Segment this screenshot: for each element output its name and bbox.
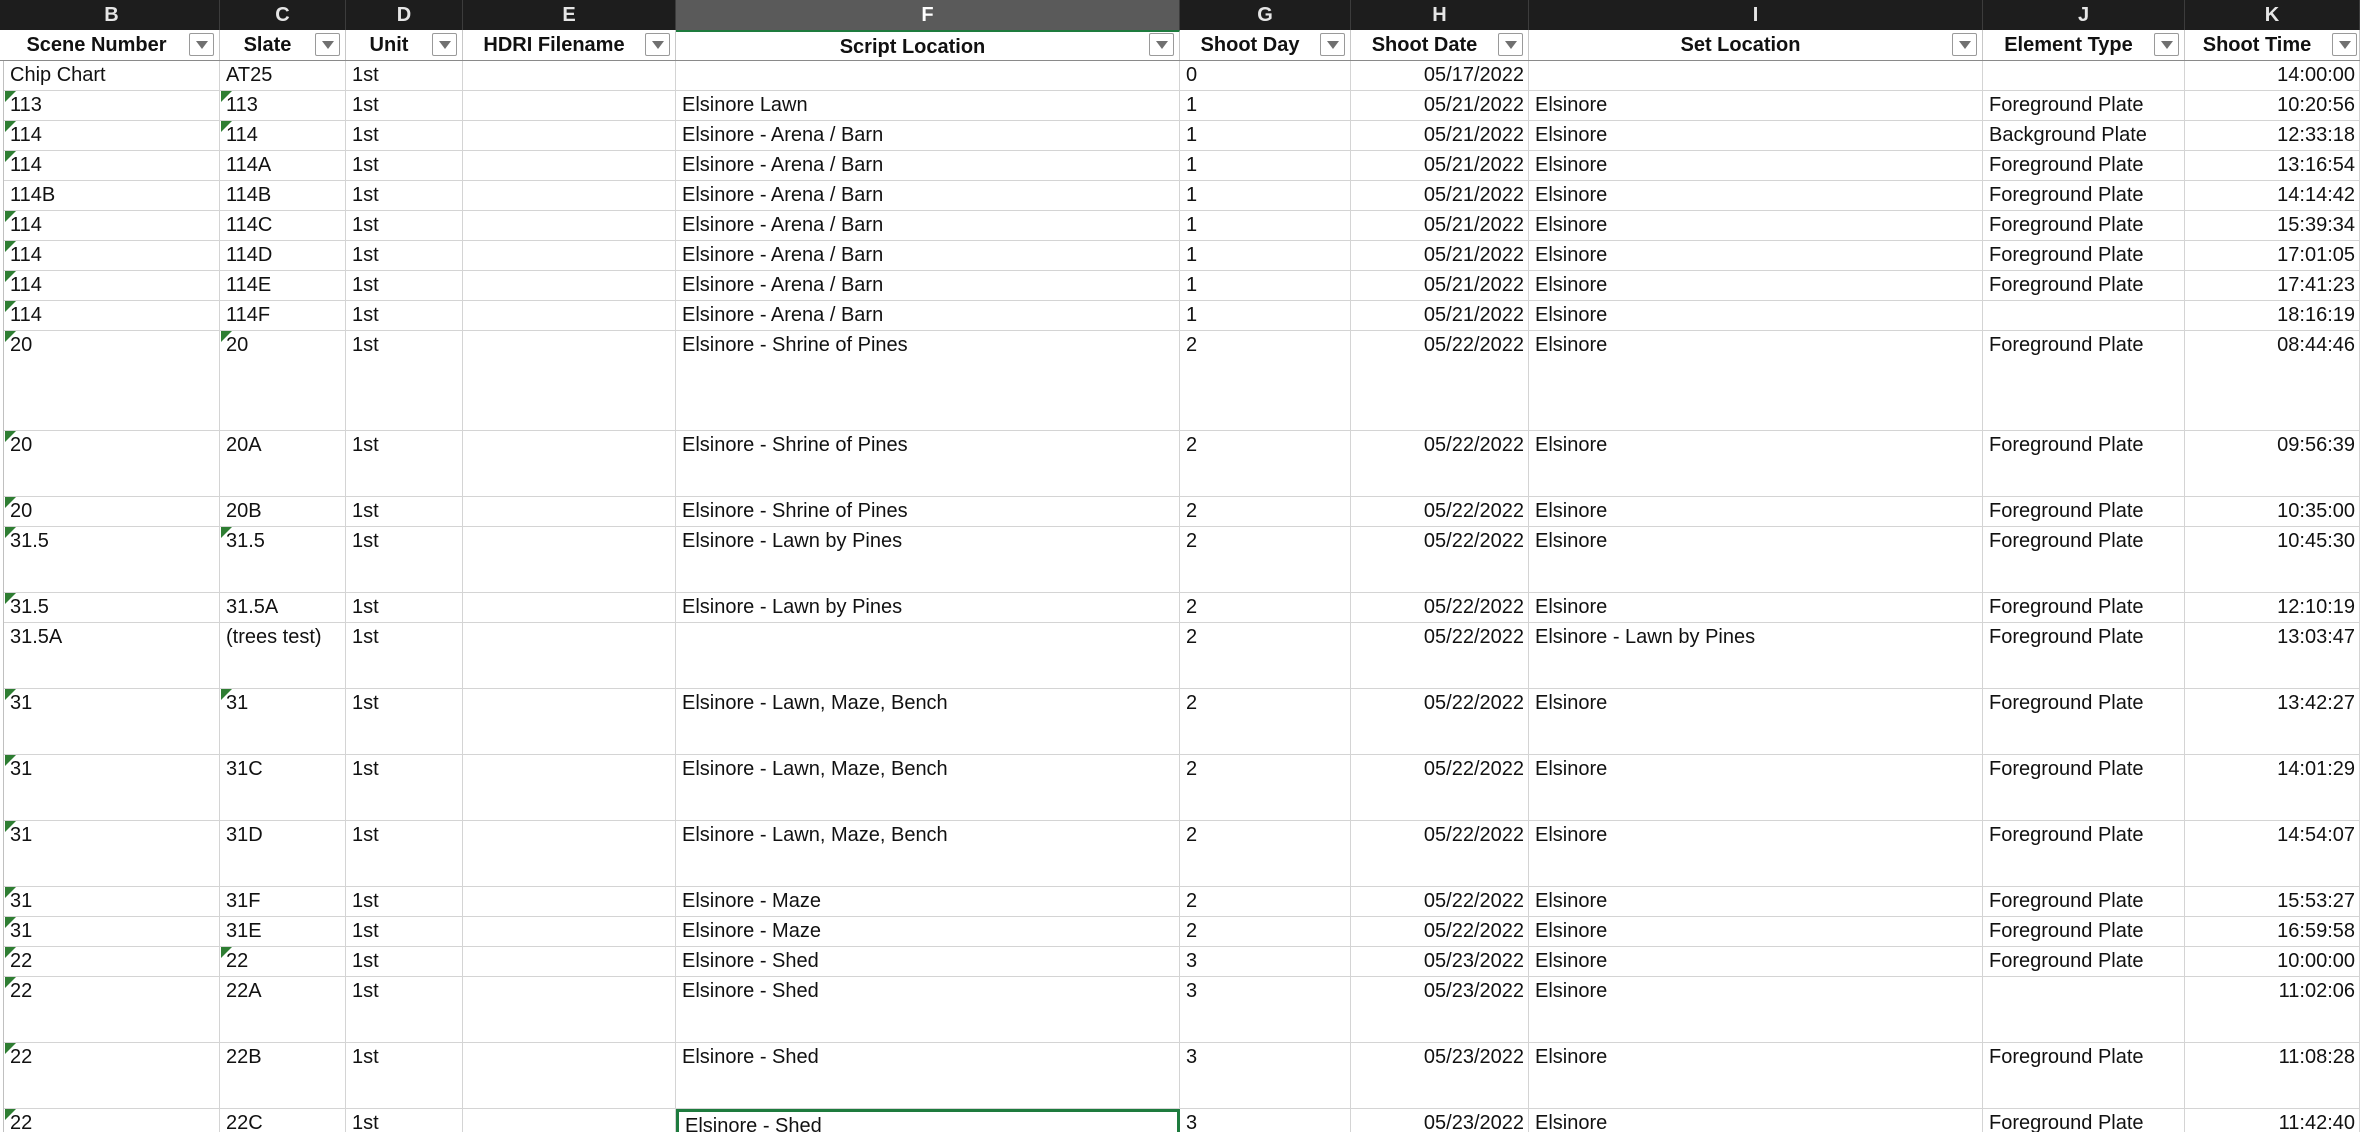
row-header-edge — [0, 61, 4, 1132]
table-row — [0, 121, 2360, 151]
cell-scene[interactable]: 22 — [4, 947, 220, 976]
cell-date[interactable]: 05/23/2022 — [1351, 1109, 1529, 1132]
cell-script[interactable]: Elsinore - Arena / Barn — [676, 301, 1180, 330]
cell-hdri[interactable] — [463, 1043, 676, 1108]
cell-unit[interactable]: 1st — [346, 917, 463, 946]
cell-hdri[interactable] — [463, 917, 676, 946]
cell-time[interactable]: 10:20:56 — [2185, 91, 2360, 120]
header-hdri-filename: HDRI Filename — [463, 30, 676, 60]
cell-day[interactable]: 2 — [1180, 821, 1351, 886]
filter-dropdown-icon[interactable] — [1952, 33, 1977, 56]
cell-scene[interactable]: 114B — [4, 181, 220, 210]
cell-set[interactable]: Elsinore — [1529, 917, 1983, 946]
cell-day[interactable]: 2 — [1180, 689, 1351, 754]
cell-date[interactable]: 05/21/2022 — [1351, 301, 1529, 330]
table-row — [0, 181, 2360, 211]
table-row — [0, 887, 2360, 917]
cell-date[interactable]: 05/17/2022 — [1351, 61, 1529, 90]
cell-time[interactable]: 10:35:00 — [2185, 497, 2360, 526]
cell-element[interactable]: Foreground Plate — [1983, 947, 2185, 976]
cell-day[interactable]: 2 — [1180, 527, 1351, 592]
cell-date[interactable]: 05/22/2022 — [1351, 331, 1529, 430]
cell-set[interactable] — [1529, 61, 1983, 90]
table-row — [0, 61, 2360, 91]
cell-element[interactable] — [1983, 301, 2185, 330]
table-row — [0, 151, 2360, 181]
header-unit: Unit — [346, 30, 463, 60]
cell-time[interactable]: 14:54:07 — [2185, 821, 2360, 886]
cell-date[interactable]: 05/23/2022 — [1351, 1043, 1529, 1108]
cell-hdri[interactable] — [463, 61, 676, 90]
cell-element[interactable]: Background Plate — [1983, 121, 2185, 150]
header-shoot-date: Shoot Date — [1351, 30, 1529, 60]
cell-hdri[interactable] — [463, 301, 676, 330]
cell-element[interactable]: Foreground Plate — [1983, 1043, 2185, 1108]
cell-script[interactable]: Elsinore - Lawn by Pines — [676, 593, 1180, 622]
cell-slate[interactable]: 31E — [220, 917, 346, 946]
cell-scene[interactable]: 114 — [4, 241, 220, 270]
cell-set[interactable]: Elsinore — [1529, 527, 1983, 592]
cell-unit[interactable]: 1st — [346, 497, 463, 526]
cell-hdri[interactable] — [463, 887, 676, 916]
column-letter-f[interactable]: F — [676, 0, 1180, 30]
cell-date[interactable]: 05/22/2022 — [1351, 821, 1529, 886]
cell-day[interactable]: 2 — [1180, 623, 1351, 688]
table-row — [0, 271, 2360, 301]
cell-hdri[interactable] — [463, 977, 676, 1042]
cell-hdri[interactable] — [463, 755, 676, 820]
cell-scene[interactable]: 31.5 — [4, 527, 220, 592]
table-row — [0, 977, 2360, 1043]
cell-slate[interactable]: AT25 — [220, 61, 346, 90]
filter-dropdown-icon[interactable] — [2154, 33, 2179, 56]
table-row — [0, 1109, 2360, 1132]
column-letter-e[interactable]: E — [463, 0, 676, 30]
cell-hdri[interactable] — [463, 211, 676, 240]
cell-time[interactable]: 15:39:34 — [2185, 211, 2360, 240]
cell-time[interactable]: 13:03:47 — [2185, 623, 2360, 688]
cell-script[interactable] — [676, 61, 1180, 90]
cell-scene[interactable]: 114 — [4, 121, 220, 150]
cell-day[interactable]: 2 — [1180, 887, 1351, 916]
cell-scene[interactable]: 22 — [4, 977, 220, 1042]
filter-dropdown-icon[interactable] — [2332, 33, 2357, 56]
cell-slate[interactable]: 114F — [220, 301, 346, 330]
cell-day[interactable]: 2 — [1180, 755, 1351, 820]
cell-set[interactable]: Elsinore — [1529, 947, 1983, 976]
cell-hdri[interactable] — [463, 241, 676, 270]
cell-date[interactable]: 05/21/2022 — [1351, 271, 1529, 300]
cell-time[interactable]: 14:00:00 — [2185, 61, 2360, 90]
header-slate: Slate — [220, 30, 346, 60]
cell-script[interactable]: Elsinore - Arena / Barn — [676, 181, 1180, 210]
cell-hdri[interactable] — [463, 689, 676, 754]
table-row — [0, 593, 2360, 623]
cell-time[interactable]: 12:10:19 — [2185, 593, 2360, 622]
cell-time[interactable]: 12:33:18 — [2185, 121, 2360, 150]
cell-hdri[interactable] — [463, 271, 676, 300]
cell-time[interactable]: 11:42:40 — [2185, 1109, 2360, 1132]
cell-set[interactable]: Elsinore — [1529, 887, 1983, 916]
cell-set[interactable]: Elsinore — [1529, 331, 1983, 430]
column-letter-g[interactable]: G — [1180, 0, 1351, 30]
cell-element[interactable] — [1983, 977, 2185, 1042]
column-letter-bar — [0, 0, 2360, 30]
cell-script[interactable]: Elsinore - Maze — [676, 887, 1180, 916]
cell-unit[interactable]: 1st — [346, 151, 463, 180]
cell-unit[interactable]: 1st — [346, 61, 463, 90]
cell-element[interactable]: Foreground Plate — [1983, 593, 2185, 622]
cell-set[interactable]: Elsinore — [1529, 1043, 1983, 1108]
cell-script[interactable]: Elsinore - Arena / Barn — [676, 271, 1180, 300]
cell-script[interactable]: Elsinore - Arena / Barn — [676, 211, 1180, 240]
cell-day[interactable]: 1 — [1180, 121, 1351, 150]
cell-scene[interactable]: 31 — [4, 689, 220, 754]
cell-element[interactable]: Foreground Plate — [1983, 887, 2185, 916]
cell-date[interactable]: 05/22/2022 — [1351, 431, 1529, 496]
cell-scene[interactable]: 31.5A — [4, 623, 220, 688]
cell-set[interactable]: Elsinore — [1529, 755, 1983, 820]
cell-unit[interactable]: 1st — [346, 755, 463, 820]
cell-script[interactable]: Elsinore - Shrine of Pines — [676, 331, 1180, 430]
cell-time[interactable]: 15:53:27 — [2185, 887, 2360, 916]
cell-date[interactable]: 05/22/2022 — [1351, 593, 1529, 622]
cell-slate[interactable]: 20 — [220, 331, 346, 430]
cell-script[interactable]: Elsinore - Shrine of Pines — [676, 497, 1180, 526]
cell-slate[interactable]: 114 — [220, 121, 346, 150]
cell-hdri[interactable] — [463, 181, 676, 210]
cell-date[interactable]: 05/21/2022 — [1351, 181, 1529, 210]
cell-time[interactable]: 17:01:05 — [2185, 241, 2360, 270]
cell-day[interactable]: 1 — [1180, 181, 1351, 210]
cell-scene[interactable]: 31 — [4, 917, 220, 946]
cell-slate[interactable]: 31F — [220, 887, 346, 916]
cell-unit[interactable]: 1st — [346, 331, 463, 430]
filter-dropdown-icon[interactable] — [1149, 33, 1174, 56]
cell-day[interactable]: 2 — [1180, 431, 1351, 496]
cell-element[interactable]: Foreground Plate — [1983, 211, 2185, 240]
cell-scene[interactable]: 20 — [4, 431, 220, 496]
cell-hdri[interactable] — [463, 431, 676, 496]
cell-time[interactable]: 13:16:54 — [2185, 151, 2360, 180]
cell-date[interactable]: 05/22/2022 — [1351, 887, 1529, 916]
table-row — [0, 331, 2360, 431]
column-letter-h[interactable]: H — [1351, 0, 1529, 30]
cell-element[interactable] — [1983, 61, 2185, 90]
cell-hdri[interactable] — [463, 497, 676, 526]
cell-element[interactable]: Foreground Plate — [1983, 821, 2185, 886]
cell-set[interactable]: Elsinore — [1529, 91, 1983, 120]
cell-time[interactable]: 14:01:29 — [2185, 755, 2360, 820]
cell-unit[interactable]: 1st — [346, 623, 463, 688]
cell-script[interactable]: Elsinore - Shed — [676, 1109, 1180, 1132]
cell-slate[interactable]: 20A — [220, 431, 346, 496]
cell-date[interactable]: 05/23/2022 — [1351, 947, 1529, 976]
cell-slate[interactable]: 22B — [220, 1043, 346, 1108]
cell-script[interactable]: Elsinore - Arena / Barn — [676, 241, 1180, 270]
cell-day[interactable]: 3 — [1180, 947, 1351, 976]
cell-date[interactable]: 05/21/2022 — [1351, 91, 1529, 120]
cell-element[interactable]: Foreground Plate — [1983, 755, 2185, 820]
filter-dropdown-icon[interactable] — [645, 33, 670, 56]
cell-element[interactable]: Foreground Plate — [1983, 331, 2185, 430]
column-letter-b[interactable]: B — [4, 0, 220, 30]
cell-element[interactable]: Foreground Plate — [1983, 623, 2185, 688]
cell-slate[interactable]: 114E — [220, 271, 346, 300]
cell-slate[interactable]: 31.5 — [220, 527, 346, 592]
cell-time[interactable]: 11:02:06 — [2185, 977, 2360, 1042]
cell-day[interactable]: 2 — [1180, 917, 1351, 946]
filter-dropdown-icon[interactable] — [315, 33, 340, 56]
cell-element[interactable]: Foreground Plate — [1983, 497, 2185, 526]
column-letter-j[interactable]: J — [1983, 0, 2185, 30]
cell-set[interactable]: Elsinore — [1529, 301, 1983, 330]
table-row — [0, 497, 2360, 527]
filter-dropdown-icon[interactable] — [189, 33, 214, 56]
cell-slate[interactable]: 22A — [220, 977, 346, 1042]
header-row — [0, 30, 2360, 61]
cell-day[interactable]: 2 — [1180, 593, 1351, 622]
cell-slate[interactable]: 22C — [220, 1109, 346, 1132]
cell-slate[interactable]: 31.5A — [220, 593, 346, 622]
cell-day[interactable]: 1 — [1180, 271, 1351, 300]
cell-unit[interactable]: 1st — [346, 181, 463, 210]
cell-scene[interactable]: 31.5 — [4, 593, 220, 622]
cell-unit[interactable]: 1st — [346, 593, 463, 622]
cell-set[interactable]: Elsinore — [1529, 593, 1983, 622]
cell-script[interactable]: Elsinore - Lawn, Maze, Bench — [676, 755, 1180, 820]
table-row — [0, 917, 2360, 947]
cell-set[interactable]: Elsinore — [1529, 271, 1983, 300]
cell-time[interactable]: 10:00:00 — [2185, 947, 2360, 976]
cell-script[interactable]: Elsinore - Shed — [676, 977, 1180, 1042]
cell-hdri[interactable] — [463, 593, 676, 622]
cell-unit[interactable]: 1st — [346, 887, 463, 916]
table-row — [0, 821, 2360, 887]
cell-day[interactable]: 1 — [1180, 241, 1351, 270]
cell-scene[interactable]: 20 — [4, 497, 220, 526]
cell-set[interactable]: Elsinore — [1529, 241, 1983, 270]
cell-scene[interactable]: 114 — [4, 301, 220, 330]
cell-time[interactable]: 18:16:19 — [2185, 301, 2360, 330]
header-shoot-day: Shoot Day — [1180, 30, 1351, 60]
cell-slate[interactable]: 31 — [220, 689, 346, 754]
cell-set[interactable]: Elsinore — [1529, 181, 1983, 210]
cell-hdri[interactable] — [463, 821, 676, 886]
table-row — [0, 301, 2360, 331]
cell-set[interactable]: Elsinore — [1529, 821, 1983, 886]
cell-scene[interactable]: 22 — [4, 1043, 220, 1108]
cell-unit[interactable]: 1st — [346, 211, 463, 240]
cell-element[interactable]: Foreground Plate — [1983, 1109, 2185, 1132]
cell-element[interactable]: Foreground Plate — [1983, 241, 2185, 270]
cell-slate[interactable]: 114B — [220, 181, 346, 210]
cell-script[interactable]: Elsinore - Arena / Barn — [676, 121, 1180, 150]
cell-date[interactable]: 05/22/2022 — [1351, 497, 1529, 526]
cell-unit[interactable]: 1st — [346, 977, 463, 1042]
header-script-location: Script Location — [676, 30, 1180, 60]
cell-date[interactable]: 05/22/2022 — [1351, 527, 1529, 592]
table-row — [0, 527, 2360, 593]
cell-set[interactable]: Elsinore — [1529, 497, 1983, 526]
cell-slate[interactable]: 114D — [220, 241, 346, 270]
filter-dropdown-icon[interactable] — [432, 33, 457, 56]
cell-time[interactable]: 13:42:27 — [2185, 689, 2360, 754]
cell-set[interactable]: Elsinore — [1529, 211, 1983, 240]
cell-day[interactable]: 0 — [1180, 61, 1351, 90]
cell-day[interactable]: 2 — [1180, 331, 1351, 430]
cell-set[interactable]: Elsinore — [1529, 121, 1983, 150]
table-row — [0, 431, 2360, 497]
cell-day[interactable]: 1 — [1180, 301, 1351, 330]
cell-time[interactable]: 17:41:23 — [2185, 271, 2360, 300]
cell-day[interactable]: 1 — [1180, 211, 1351, 240]
cell-scene[interactable]: 114 — [4, 151, 220, 180]
cell-date[interactable]: 05/21/2022 — [1351, 121, 1529, 150]
cell-scene[interactable]: Chip Chart — [4, 61, 220, 90]
cell-script[interactable]: Elsinore - Lawn, Maze, Bench — [676, 821, 1180, 886]
cell-date[interactable]: 05/23/2022 — [1351, 977, 1529, 1042]
cell-unit[interactable]: 1st — [346, 1043, 463, 1108]
cell-set[interactable]: Elsinore — [1529, 151, 1983, 180]
cell-hdri[interactable] — [463, 947, 676, 976]
table-row — [0, 623, 2360, 689]
table-row — [0, 241, 2360, 271]
cell-day[interactable]: 3 — [1180, 1109, 1351, 1132]
cell-hdri[interactable] — [463, 151, 676, 180]
cell-hdri[interactable] — [463, 1109, 676, 1132]
cell-slate[interactable]: 114A — [220, 151, 346, 180]
cell-hdri[interactable] — [463, 121, 676, 150]
header-element-type: Element Type — [1983, 30, 2185, 60]
cell-date[interactable]: 05/21/2022 — [1351, 241, 1529, 270]
cell-date[interactable]: 05/22/2022 — [1351, 689, 1529, 754]
cell-script[interactable]: Elsinore - Arena / Barn — [676, 151, 1180, 180]
cell-hdri[interactable] — [463, 527, 676, 592]
cell-set[interactable]: Elsinore — [1529, 689, 1983, 754]
cell-day[interactable]: 3 — [1180, 977, 1351, 1042]
column-letter-i[interactable]: I — [1529, 0, 1983, 30]
header-set-location: Set Location — [1529, 30, 1983, 60]
table-row — [0, 211, 2360, 241]
cell-unit[interactable]: 1st — [346, 241, 463, 270]
cell-script[interactable]: Elsinore - Lawn by Pines — [676, 527, 1180, 592]
cell-scene[interactable]: 31 — [4, 821, 220, 886]
cell-script[interactable]: Elsinore - Shrine of Pines — [676, 431, 1180, 496]
cell-day[interactable]: 1 — [1180, 91, 1351, 120]
cell-scene[interactable]: 114 — [4, 211, 220, 240]
cell-slate[interactable]: 20B — [220, 497, 346, 526]
cell-time[interactable]: 14:14:42 — [2185, 181, 2360, 210]
cell-element[interactable]: Foreground Plate — [1983, 917, 2185, 946]
cell-unit[interactable]: 1st — [346, 527, 463, 592]
cell-hdri[interactable] — [463, 91, 676, 120]
table-row — [0, 947, 2360, 977]
cell-set[interactable]: Elsinore — [1529, 431, 1983, 496]
cell-element[interactable]: Foreground Plate — [1983, 431, 2185, 496]
cell-element[interactable]: Foreground Plate — [1983, 271, 2185, 300]
cell-element[interactable]: Foreground Plate — [1983, 689, 2185, 754]
cell-script[interactable]: Elsinore - Shed — [676, 947, 1180, 976]
cell-slate[interactable]: 113 — [220, 91, 346, 120]
cell-time[interactable]: 11:08:28 — [2185, 1043, 2360, 1108]
cell-set[interactable]: Elsinore — [1529, 1109, 1983, 1132]
table-row — [0, 91, 2360, 121]
cell-scene[interactable]: 31 — [4, 887, 220, 916]
filter-dropdown-icon[interactable] — [1498, 33, 1523, 56]
cell-unit[interactable]: 1st — [346, 91, 463, 120]
cell-slate[interactable]: 114C — [220, 211, 346, 240]
cell-element[interactable]: Foreground Plate — [1983, 527, 2185, 592]
cell-date[interactable]: 05/21/2022 — [1351, 211, 1529, 240]
cell-day[interactable]: 3 — [1180, 1043, 1351, 1108]
cell-script[interactable] — [676, 623, 1180, 688]
header-shoot-time: Shoot Time — [2185, 30, 2360, 60]
cell-hdri[interactable] — [463, 623, 676, 688]
cell-set[interactable]: Elsinore - Lawn by Pines — [1529, 623, 1983, 688]
cell-unit[interactable]: 1st — [346, 121, 463, 150]
cell-script[interactable]: Elsinore - Shed — [676, 1043, 1180, 1108]
cell-unit[interactable]: 1st — [346, 301, 463, 330]
cell-unit[interactable]: 1st — [346, 431, 463, 496]
cell-unit[interactable]: 1st — [346, 271, 463, 300]
cell-unit[interactable]: 1st — [346, 947, 463, 976]
cell-date[interactable]: 05/22/2022 — [1351, 917, 1529, 946]
cell-element[interactable]: Foreground Plate — [1983, 151, 2185, 180]
table-row — [0, 755, 2360, 821]
cell-time[interactable]: 16:59:58 — [2185, 917, 2360, 946]
cell-scene[interactable]: 20 — [4, 331, 220, 430]
cell-day[interactable]: 2 — [1180, 497, 1351, 526]
cell-time[interactable]: 10:45:30 — [2185, 527, 2360, 592]
cell-time[interactable]: 09:56:39 — [2185, 431, 2360, 496]
cell-set[interactable]: Elsinore — [1529, 977, 1983, 1042]
cell-script[interactable]: Elsinore Lawn — [676, 91, 1180, 120]
cell-hdri[interactable] — [463, 331, 676, 430]
cell-script[interactable]: Elsinore - Lawn, Maze, Bench — [676, 689, 1180, 754]
cell-slate[interactable]: 31C — [220, 755, 346, 820]
cell-slate[interactable]: 31D — [220, 821, 346, 886]
column-letter-c[interactable]: C — [220, 0, 346, 30]
cell-unit[interactable]: 1st — [346, 821, 463, 886]
cell-scene[interactable]: 22 — [4, 1109, 220, 1132]
column-letter-d[interactable]: D — [346, 0, 463, 30]
cell-time[interactable]: 08:44:46 — [2185, 331, 2360, 430]
cell-element[interactable]: Foreground Plate — [1983, 91, 2185, 120]
cell-scene[interactable]: 114 — [4, 271, 220, 300]
table-row — [0, 1043, 2360, 1109]
cell-element[interactable]: Foreground Plate — [1983, 181, 2185, 210]
cell-script[interactable]: Elsinore - Maze — [676, 917, 1180, 946]
cell-slate[interactable]: (trees test) — [220, 623, 346, 688]
cell-scene[interactable]: 113 — [4, 91, 220, 120]
cell-date[interactable]: 05/21/2022 — [1351, 151, 1529, 180]
cell-scene[interactable]: 31 — [4, 755, 220, 820]
cell-slate[interactable]: 22 — [220, 947, 346, 976]
cell-unit[interactable]: 1st — [346, 689, 463, 754]
header-scene-number: Scene Number — [4, 30, 220, 60]
cell-unit[interactable]: 1st — [346, 1109, 463, 1132]
column-letter-k[interactable]: K — [2185, 0, 2360, 30]
cell-date[interactable]: 05/22/2022 — [1351, 755, 1529, 820]
table-row — [0, 689, 2360, 755]
cell-date[interactable]: 05/22/2022 — [1351, 623, 1529, 688]
filter-dropdown-icon[interactable] — [1320, 33, 1345, 56]
cell-day[interactable]: 1 — [1180, 151, 1351, 180]
